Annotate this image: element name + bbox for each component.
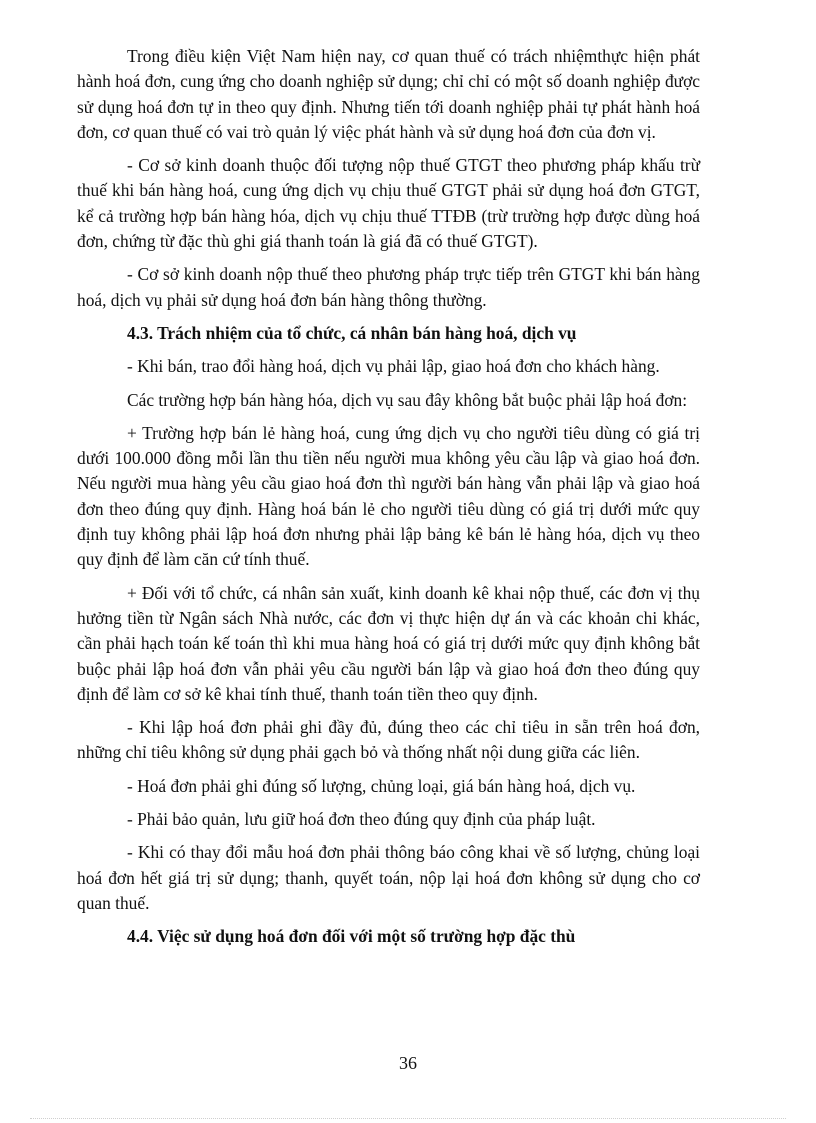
paragraph-correct-quantity: - Hoá đơn phải ghi đúng số lượng, chủng loại, giá bán hàng hoá, dịch vụ. bbox=[127, 775, 636, 796]
paragraph-retail-case: + Trường hợp bán lẻ hàng hoá, cung ứng dịch vụ cho người tiêu dùng có giá trị dưới 100.000 đồng mỗi lần thu tiền nếu người mua không yêu cầu lập và giao hoá đơn. Nếu người mua hàng yêu cầu giao hoá đơn thì người bán hàng vẫn phải lập và giao hoá đơn theo đúng quy định. Hàng hoá bán lẻ cho người tiêu dùng có giá trị dưới mức quy định tuy không phải lập hoá đơn nhưng phải lập bảng kê bán lẻ hàng hóa, dịch vụ theo quy định để làm căn cứ tính thuế. bbox=[77, 422, 700, 570]
paragraph-organizations-case: + Đối với tổ chức, cá nhân sản xuất, kinh doanh kê khai nộp thuế, các đơn vị thụ hưởng tiền từ Ngân sách Nhà nước, các đơn vị thực hiện dự án và các khoản chi khác, cần phải hạch toán kế toán thì khi mua hàng hoá có giá trị dưới mức quy định không bắt buộc phải lập hoá đơn vẫn phải yêu cầu người bán lập và giao hoá đơn theo đúng quy định để làm cơ sở kê khai tính thuế, thanh toán tiền theo quy định. bbox=[77, 582, 700, 704]
page-bottom-divider bbox=[30, 1118, 786, 1119]
paragraph-complete-fields: - Khi lập hoá đơn phải ghi đầy đủ, đúng theo các chỉ tiêu in sẵn trên hoá đơn, những chỉ tiêu không sử dụng phải gạch bỏ và thống nhất nội dung giữa các liên. bbox=[77, 717, 700, 763]
paragraph-issue-invoice: - Khi bán, trao đổi hàng hoá, dịch vụ phải lập, giao hoá đơn cho khách hàng. bbox=[127, 356, 660, 377]
paragraph-vat-deduction: - Cơ sở kinh doanh thuộc đối tượng nộp thuế GTGT theo phương pháp khấu trừ thuế khi bán hàng hoá, cung ứng dịch vụ chịu thuế GTGT phải sử dụng hoá đơn GTGT, kể cả trường hợp bán hàng hóa, dịch vụ chịu thuế TTĐB (trừ trường hợp được dùng hoá đơn, chứng từ đặc thù ghi giá thanh toán là giá đã có thuế GTGT). bbox=[77, 155, 700, 252]
section-heading-4-4: 4.4. Việc sử dụng hoá đơn đối với một số trường hợp đặc thù bbox=[127, 926, 576, 947]
paragraph-form-change: - Khi có thay đổi mẫu hoá đơn phải thông báo công khai về số lượng, chủng loại hoá đơn hết giá trị sử dụng; thanh, quyết toán, nộp lại hoá đơn không sử dụng cho cơ quan thuế. bbox=[77, 842, 700, 913]
section-heading-4-3: 4.3. Trách nhiệm của tổ chức, cá nhân bán hàng hoá, dịch vụ bbox=[127, 322, 577, 343]
paragraph-not-required: Các trường hợp bán hàng hóa, dịch vụ sau đây không bắt buộc phải lập hoá đơn: bbox=[127, 389, 688, 410]
page-number: 36 bbox=[399, 1053, 417, 1073]
document-body bbox=[77, 44, 700, 958]
paragraph-direct-method: - Cơ sở kinh doanh nộp thuế theo phương pháp trực tiếp trên GTGT khi bán hàng hoá, dịch vụ phải sử dụng hoá đơn bán hàng thông thường. bbox=[77, 264, 700, 310]
paragraph-storage: - Phải bảo quản, lưu giữ hoá đơn theo đúng quy định của pháp luật. bbox=[127, 809, 596, 830]
paragraph-tax-authority-role: Trong điều kiện Việt Nam hiện nay, cơ quan thuế có trách nhiệmthực hiện phát hành hoá đơn, cung ứng cho doanh nghiệp sử dụng; chỉ chỉ có một số doanh nghiệp được sử dụng hoá đơn tự in theo quy định. Nhưng tiến tới doanh nghiệp phải tự phát hành hoá đơn, cơ quan thuế có vai trò quản lý việc phát hành và sử dụng hoá đơn của đơn vị. bbox=[77, 46, 700, 142]
